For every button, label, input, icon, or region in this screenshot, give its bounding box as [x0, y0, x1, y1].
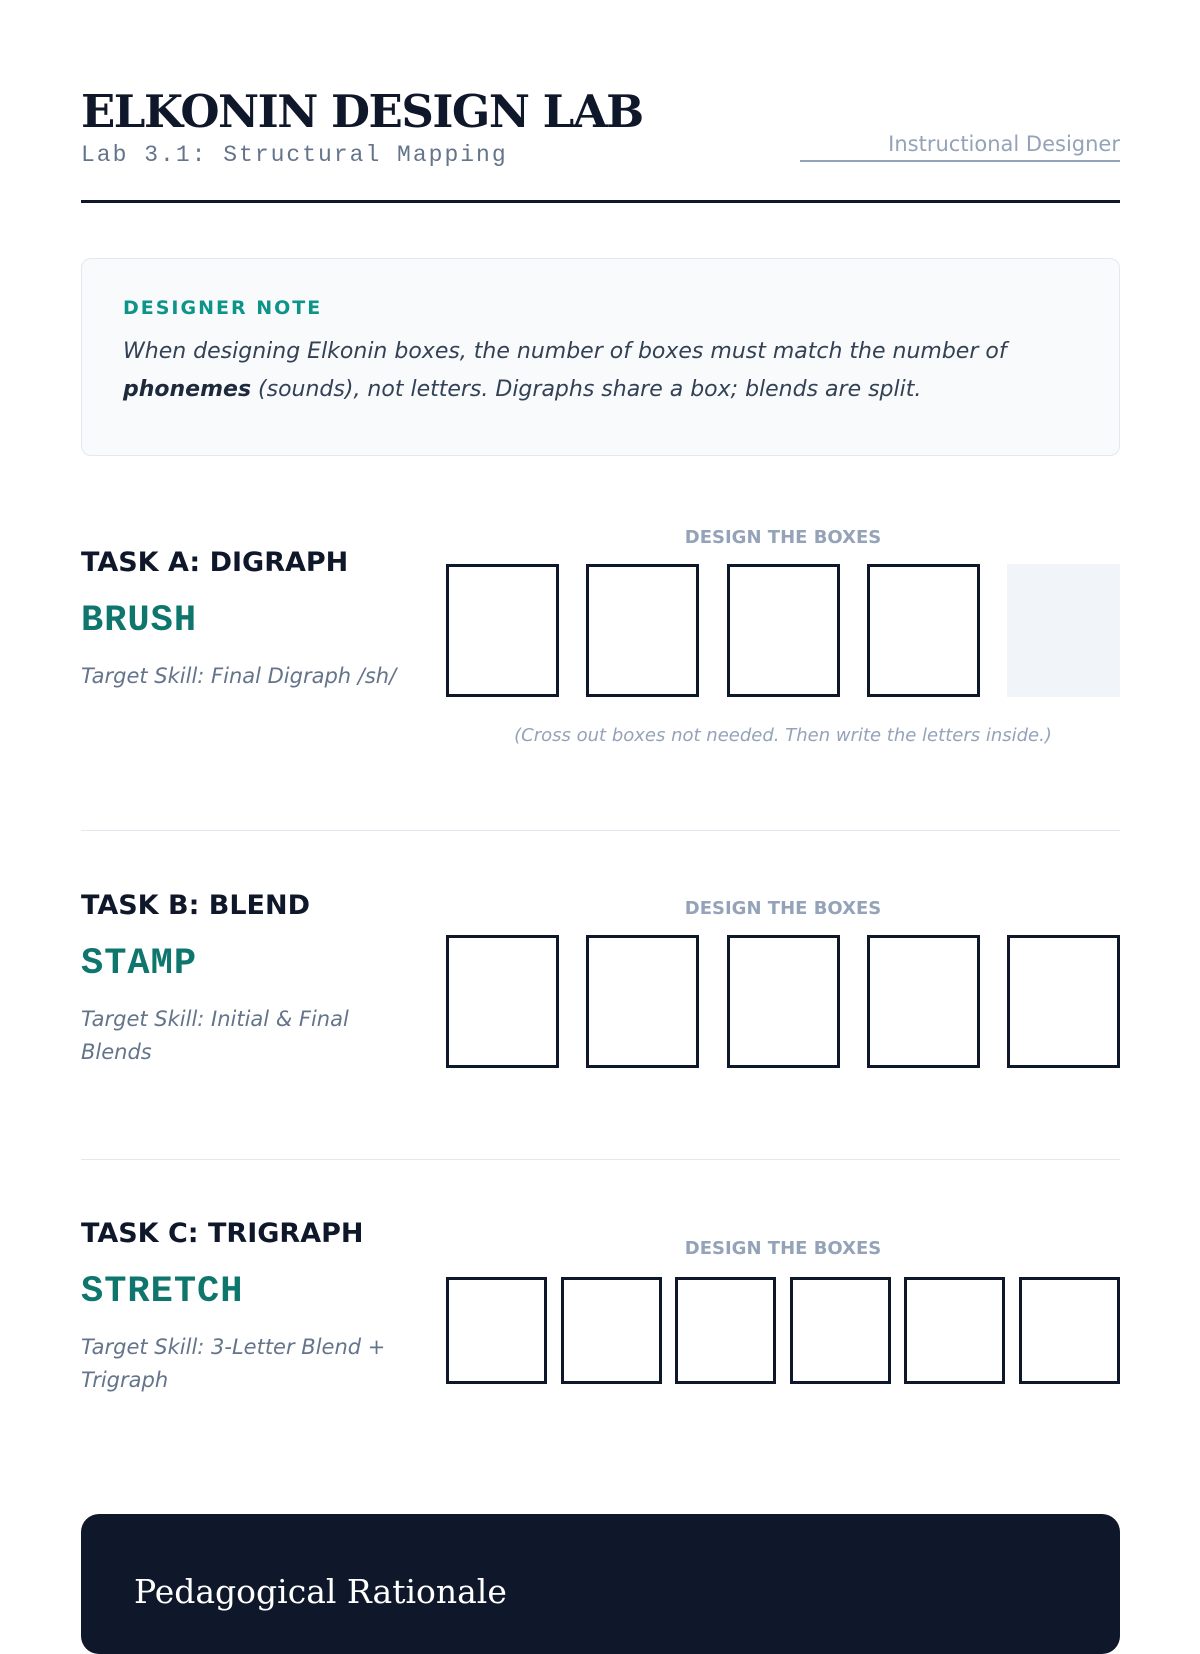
- task-c-heading: TASK C: TRIGRAPH: [81, 1218, 364, 1249]
- pedagogical-rationale-panel: [81, 1514, 1120, 1654]
- task-c-box-3[interactable]: [675, 1277, 776, 1384]
- page-header: [81, 84, 1120, 204]
- task-a-skill: Target Skill: Final Digraph /sh/: [81, 664, 397, 688]
- task-b-box-2[interactable]: [586, 935, 699, 1068]
- task-b-skill: Target Skill: Initial & Final Blends: [81, 1007, 349, 1064]
- section-divider: [81, 830, 1120, 831]
- task-c-box-6[interactable]: [1019, 1277, 1120, 1384]
- designer-note-text-start: When designing Elkonin boxes, the number of boxes must match the number of: [123, 339, 1007, 364]
- task-a-helper-text: (Cross out boxes not needed. Then write the letters inside.): [514, 725, 1052, 746]
- designer-note-text: [123, 333, 1079, 409]
- task-c-word: STRETCH: [81, 1271, 244, 1313]
- task-b-heading: TASK B: BLEND: [81, 890, 310, 921]
- task-a-info: [81, 547, 411, 693]
- designer-note-text-end: (sounds), not letters. Digraphs share a box; blends are split.: [251, 377, 922, 402]
- task-b-word: STAMP: [81, 943, 198, 985]
- lab-subtitle: Lab 3.1: Structural Mapping: [81, 142, 508, 168]
- task-b-info: [81, 890, 411, 1069]
- task-a-word: BRUSH: [81, 600, 198, 642]
- task-b-box-4[interactable]: [867, 935, 980, 1068]
- designer-field: [800, 128, 1120, 162]
- task-c-info: [81, 1218, 411, 1397]
- task-c-box-2[interactable]: [561, 1277, 662, 1384]
- task-a-box-2[interactable]: [586, 564, 699, 697]
- rationale-title: Pedagogical Rationale: [134, 1572, 507, 1611]
- section-divider: [81, 1159, 1120, 1160]
- designer-name-input[interactable]: [800, 128, 1120, 160]
- designer-note: [81, 258, 1120, 456]
- task-a-box-3[interactable]: [727, 564, 840, 697]
- task-c-box-1[interactable]: [446, 1277, 547, 1384]
- task-b-boxes: [446, 935, 1120, 1068]
- page-title: ELKONIN DESIGN LAB: [81, 85, 643, 138]
- task-a-design-label: DESIGN THE BOXES: [684, 527, 882, 548]
- task-a-heading: TASK A: DIGRAPH: [81, 547, 349, 578]
- designer-note-emphasis: phonemes: [123, 377, 252, 402]
- task-a-box-4[interactable]: [867, 564, 980, 697]
- task-c-box-5[interactable]: [904, 1277, 1005, 1384]
- task-b-box-5[interactable]: [1007, 935, 1120, 1068]
- task-a-boxes: [446, 564, 1120, 697]
- task-a-box-5[interactable]: [1007, 564, 1120, 697]
- header-rule: [81, 200, 1120, 203]
- task-c-skill: Target Skill: 3-Letter Blend + Trigraph: [81, 1335, 386, 1392]
- task-a-box-1[interactable]: [446, 564, 559, 697]
- task-b-box-1[interactable]: [446, 935, 559, 1068]
- task-c-boxes: [446, 1277, 1120, 1384]
- task-c-design-label: DESIGN THE BOXES: [684, 1238, 882, 1259]
- task-b-design-label: DESIGN THE BOXES: [684, 898, 882, 919]
- task-b-box-3[interactable]: [727, 935, 840, 1068]
- designer-note-label: DESIGNER NOTE: [123, 297, 323, 319]
- task-c-box-4[interactable]: [790, 1277, 891, 1384]
